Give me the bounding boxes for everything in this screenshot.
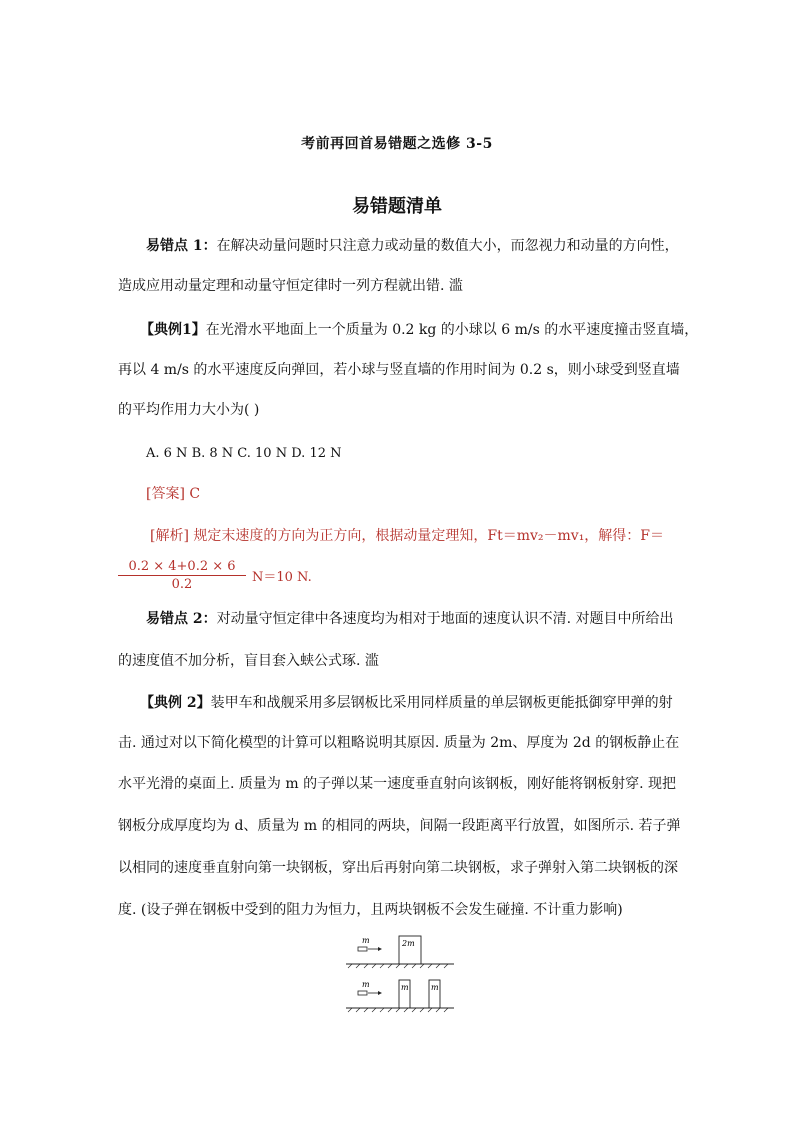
fraction-denominator: 0.2 (171, 577, 193, 592)
example-1-line-2: 再以 4 m/s 的水平速度反向弹回，若小球与竖直墙的作用时间为 0.2 s，则小球受到竖直墙 (118, 362, 680, 378)
error-point-2-line-2: 的速度值不加分析，盲目套入蛱公式琢. 滥 (118, 653, 379, 669)
top-plate-label: 2m (402, 939, 415, 948)
top-arrow-head (378, 947, 382, 951)
example-2-label: 【典例 2】 (140, 695, 211, 711)
example-2-line-2: 击. 通过对以下简化模型的计算可以粗略说明其原因. 质量为 2m、厚度为 2d 的钢板静止在 (118, 735, 680, 751)
top-ground-hatch (348, 964, 448, 968)
top-bullet-label: m (362, 936, 370, 945)
example-1-options: A. 6 N B. 8 N C. 10 N D. 12 N (146, 446, 342, 461)
example-1-answer: [答案] C (146, 486, 201, 502)
example-1-label: 【典例1】 (140, 322, 206, 338)
fraction-numerator: 0.2 × 4+0.2 × 6 (118, 559, 246, 576)
fraction-result: N＝10 N. (252, 570, 312, 585)
bullet-steel-plate-figure (344, 932, 456, 1014)
example-2-line-5: 以相同的速度垂直射向第一块钢板，穿出后再射向第二块钢板，求子弹射入第二块钢板的深 (118, 860, 678, 876)
top-bullet (358, 947, 367, 951)
bottom-ground-hatch (348, 1008, 448, 1012)
example-2-line-4: 钢板分成厚度均为 d、质量为 m 的相同的两块，间隔一段距离平行放置，如图所示. 若子弹 (118, 818, 681, 834)
error-point-2-line-1: 易错点 2：对动量守恒定律中各速度均为相对于地面的速度认识不清. 对题目中所给出 (146, 611, 674, 627)
bottom-bullet-label: m (362, 980, 370, 989)
bottom-arrow-head (378, 991, 382, 995)
error-point-1-label: 易错点 1： (146, 238, 217, 254)
bottom-bullet (358, 991, 367, 995)
example-1-analysis: [解析] 规定末速度的方向为正方向，根据动量定理知，Ft＝mv₂－mv₁，解得：F＝ (150, 528, 665, 544)
example-1-line-3: 的平均作用力大小为( ) (118, 402, 260, 418)
section-heading: 易错题清单 (352, 196, 442, 217)
error-point-1-line-2: 造成应用动量定理和动量守恒定律时一列方程就出错. 滥 (118, 278, 463, 294)
analysis-fraction (118, 559, 246, 592)
example-2-line-1: 【典例 2】装甲车和战舰采用多层钢板比采用同样质量的单层钢板更能抵御穿甲弹的射 (140, 695, 673, 711)
page-title: 考前再回首易错题之选修 3-5 (301, 136, 493, 152)
example-2-line-3: 水平光滑的桌面上. 质量为 m 的子弹以某一速度垂直射向该钢板，刚好能将钢板射穿. 现把 (118, 776, 676, 792)
example-1-line-1: 【典例1】在光滑水平地面上一个质量为 0.2 kg 的小球以 6 m/s 的水平速度撞击竖直墙， (140, 322, 699, 338)
bottom-plate-2-label: m (431, 983, 439, 992)
example-2-line-6: 度. (设子弹在钢板中受到的阻力为恒力，且两块钢板不会发生碰撞. 不计重力影响) (118, 902, 623, 918)
error-point-2-label: 易错点 2： (146, 611, 217, 627)
bottom-plate-1-label: m (401, 983, 409, 992)
error-point-1-line-1: 易错点 1：在解决动量问题时只注意力或动量的数值大小，而忽视力和动量的方向性， (146, 238, 679, 254)
